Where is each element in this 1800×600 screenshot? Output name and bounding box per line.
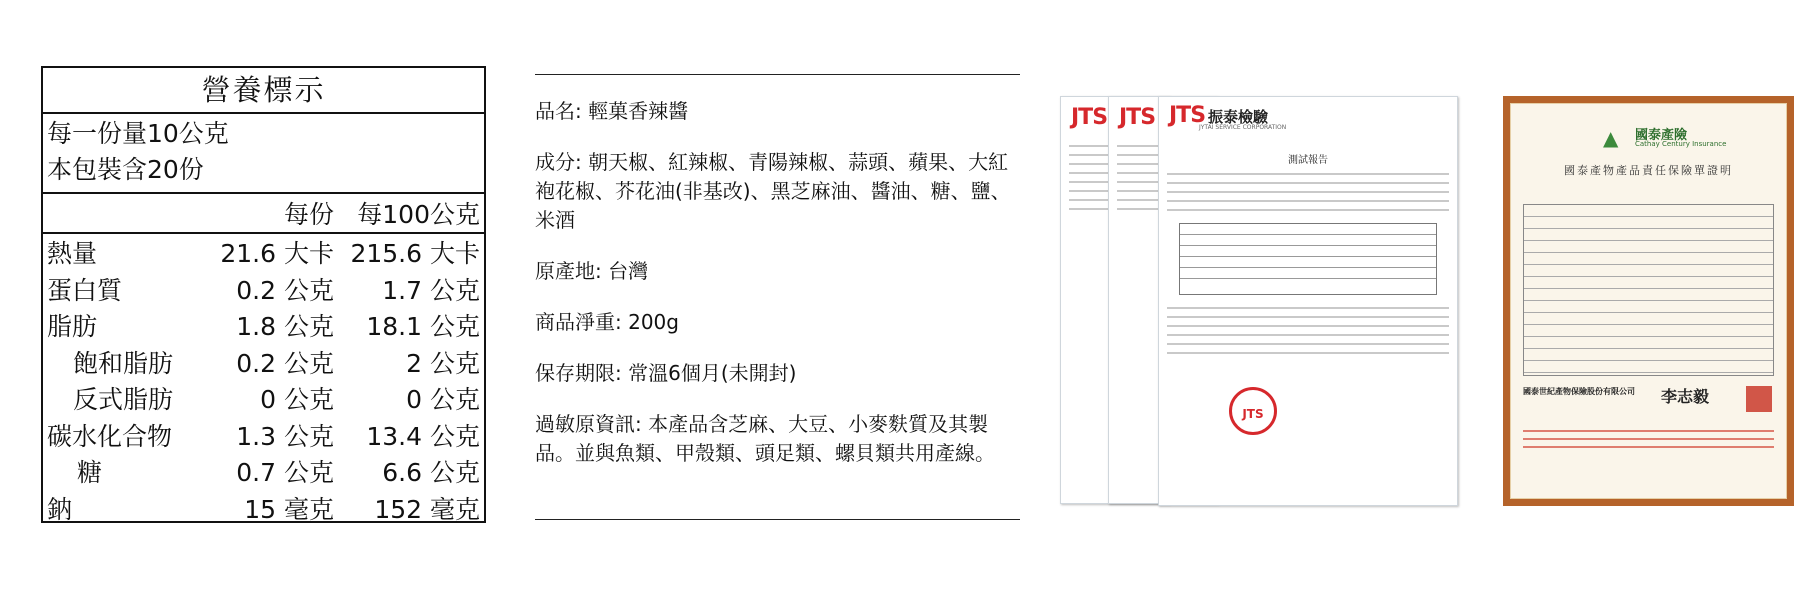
nutrient-per-serving: 21.6 大卡 (220, 239, 334, 269)
certificate-details-table (1523, 204, 1774, 376)
col-per-serving: 每份 (283, 200, 334, 229)
nutrient-per-serving: 0 公克 (260, 385, 334, 415)
nutrient-name: 碳水化合物 (47, 421, 173, 451)
nutrition-label (41, 66, 486, 523)
certificate-notes (1523, 424, 1774, 454)
product-name: 品名: 輕菓香辣醬 (535, 99, 689, 123)
nutrition-row-sodium (43, 490, 484, 527)
insurance-brand: 國泰產險 (1635, 128, 1688, 143)
nutrient-per-100g: 2 公克 (406, 348, 480, 378)
test-report-documents (1060, 96, 1460, 506)
jts-logo-back: JTS (1071, 105, 1108, 130)
nutrition-title: 營養標示 (43, 68, 484, 114)
jts-logo-middle: JTS (1119, 105, 1156, 130)
nutrient-name: 脂肪 (47, 312, 98, 342)
jts-logo: JTS (1169, 103, 1206, 128)
nutrient-per-serving: 1.3 公克 (236, 421, 334, 451)
nutrient-name: 鈉 (47, 494, 73, 524)
certificate-company: 國泰世紀產物保險股份有限公司 (1523, 387, 1635, 396)
product-net-weight: 商品淨重: 200g (535, 310, 679, 334)
report-results-table (1179, 223, 1437, 295)
tree-logo-icon: ▲ (1603, 126, 1619, 150)
serving-size: 每一份量10公克 (47, 119, 229, 148)
red-seal-icon (1746, 386, 1772, 412)
nutrient-name: 反式脂肪 (73, 385, 174, 415)
report-title: 測試報告 (1288, 155, 1328, 166)
product-ingredients: 成分: 朝天椒、紅辣椒、青陽辣椒、蒜頭、蘋果、大紅袍花椒、芥花油(非基改)、黑芝麻油、醬油、糖、鹽、米酒 (535, 150, 1011, 232)
product-shelf-life: 保存期限: 常溫6個月(未開封) (535, 361, 797, 385)
insurance-brand-en: Cathay Century Insurance (1635, 140, 1727, 148)
nutrient-name: 熱量 (47, 239, 98, 269)
nutrient-name: 糖 (77, 458, 103, 488)
nutrient-per-100g: 1.7 公克 (382, 275, 480, 305)
nutrient-per-100g: 0 公克 (406, 385, 480, 415)
nutrition-row-fat (43, 307, 484, 344)
nutrient-per-100g: 152 毫克 (374, 494, 480, 524)
nutrient-name: 蛋白質 (47, 275, 123, 305)
nutrient-per-serving: 0.7 公克 (236, 458, 334, 488)
nutrition-header-row (43, 194, 484, 234)
nutrient-per-serving: 15 毫克 (244, 494, 334, 524)
nutrient-per-100g: 6.6 公克 (382, 458, 480, 488)
report-sheet-front (1158, 96, 1458, 506)
nutrition-row-protein (43, 271, 484, 308)
insurance-certificate (1503, 96, 1794, 506)
certificate-signatory: 李志毅 (1661, 387, 1710, 406)
jts-company-name: 振泰檢驗 (1208, 108, 1269, 126)
col-per-100g: 每100公克 (357, 200, 480, 229)
nutrition-row-energy (43, 234, 484, 271)
nutrient-per-serving: 0.2 公克 (236, 348, 334, 378)
report-notes-lines (1159, 307, 1457, 354)
nutrition-row-saturated-fat (43, 344, 484, 381)
jts-stamp: JTS (1229, 387, 1277, 435)
nutrient-name: 飽和脂肪 (73, 348, 174, 378)
product-allergen: 過敏原資訊: 本產品含芝麻、大豆、小麥麩質及其製品。並與魚類、甲殼類、頭足類、螺貝類共用產線。 (535, 412, 995, 465)
jts-company-en: JYTAI SERVICE CORPORATION (1199, 124, 1287, 131)
report-text-lines (1159, 173, 1457, 211)
certificate-title: 國泰產物產品責任保險單證明 (1564, 164, 1733, 177)
nutrient-per-serving: 0.2 公克 (236, 275, 334, 305)
nutrition-row-sugar (43, 453, 484, 490)
nutrient-per-100g: 13.4 公克 (366, 421, 480, 451)
nutrient-per-serving: 1.8 公克 (236, 312, 334, 342)
nutrient-per-100g: 215.6 大卡 (350, 239, 480, 269)
product-info (535, 74, 1020, 520)
product-origin: 原產地: 台灣 (535, 259, 649, 283)
nutrition-row-trans-fat (43, 380, 484, 417)
serving-info (43, 114, 484, 194)
nutrient-per-100g: 18.1 公克 (366, 312, 480, 342)
nutrition-row-carbohydrate (43, 417, 484, 454)
servings-per-pack: 本包裝含20份 (47, 155, 204, 184)
